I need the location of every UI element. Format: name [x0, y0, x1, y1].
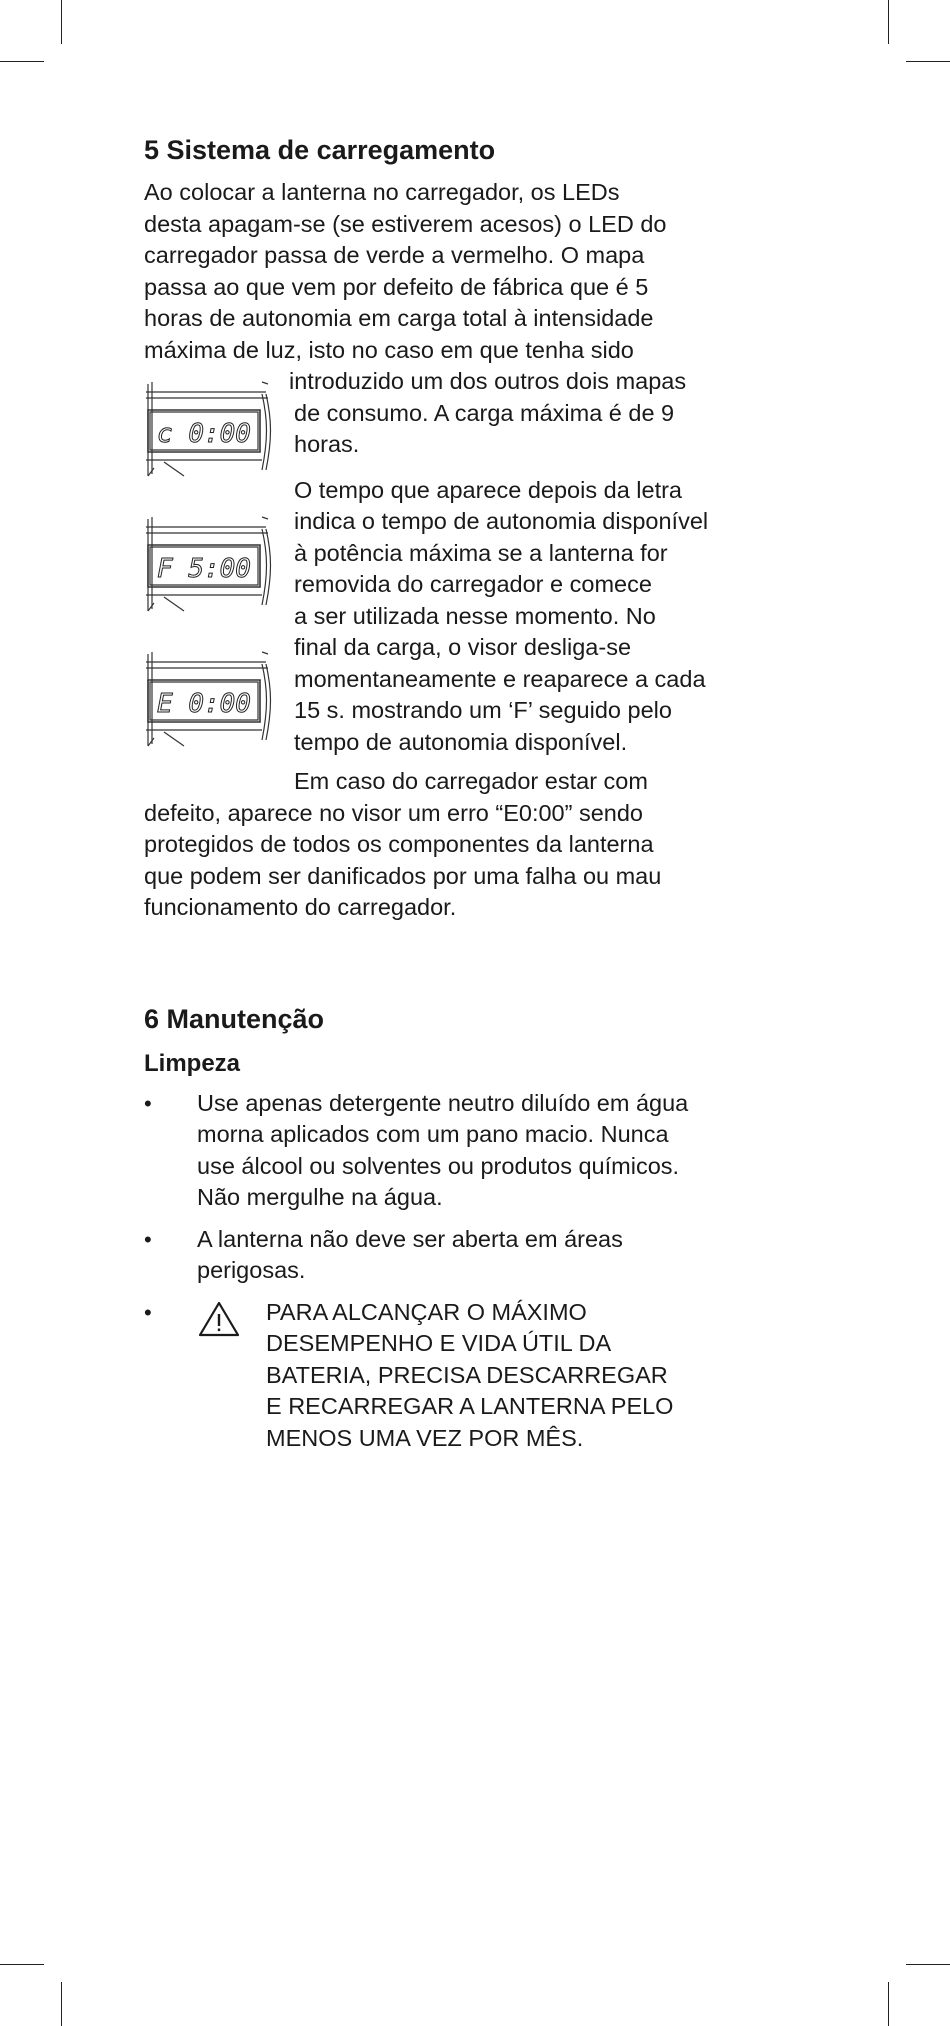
section-charging-system — [144, 133, 764, 924]
text-line: Use apenas detergente neutro diluído em água — [197, 1089, 689, 1116]
lcd-display-illustration — [144, 650, 272, 748]
text-line: funcionamento do carregador. — [144, 894, 457, 920]
text-line: perigosas. — [197, 1257, 306, 1283]
text-line: a ser utilizada nesse momento. No — [294, 602, 656, 629]
text-line: indica o tempo de autonomia disponível — [294, 508, 709, 534]
subsection-title: Limpeza — [144, 1049, 241, 1077]
text-line: à potência máxima se a lanterna for — [294, 539, 668, 566]
text-line: final da carga, o visor desliga-se — [294, 634, 632, 660]
bullet-icon: • — [144, 1226, 152, 1252]
text-line: horas. — [294, 431, 360, 457]
crop-mark — [0, 1964, 44, 1965]
list-item — [144, 1088, 764, 1214]
text-line: 15 s. mostrando um ‘F’ seguido pelo — [294, 697, 672, 723]
text-line: BATERIA, PRECISA DESCARREGAR — [266, 1361, 668, 1388]
charger-display-icon — [144, 650, 272, 748]
text-line: Ao colocar a lanterna no carregador, os LEDs — [144, 179, 620, 205]
lcd-display-illustration — [144, 515, 272, 613]
list-item-text — [197, 1088, 764, 1214]
charger-display-icon — [144, 515, 272, 613]
warning-block — [197, 1297, 764, 1455]
crop-mark — [906, 1964, 950, 1965]
text-line: horas de autonomia em carga total à intensidade — [144, 305, 654, 331]
text-line: máxima de luz, isto no caso em que tenha sido — [144, 336, 634, 363]
text-line: Não mergulhe na água. — [197, 1184, 443, 1210]
text-line: Em caso do carregador estar com — [294, 768, 648, 794]
list-item-warning — [144, 1297, 764, 1455]
section-title: 6 Manutenção — [144, 1003, 325, 1034]
text-line: passa ao que vem por defeito de fábrica que é 5 — [144, 273, 649, 300]
warning-triangle-icon — [197, 1300, 245, 1343]
paragraph-autonomy-time — [294, 475, 764, 759]
paragraph-consumption-map — [289, 366, 764, 461]
intro-paragraph — [144, 177, 764, 366]
display-illustrations-block — [144, 366, 764, 798]
crop-mark — [888, 1982, 889, 2026]
text-line: morna aplicados com um pano macio. Nunca — [197, 1121, 669, 1147]
lcd-readout: c 0:00 — [157, 419, 251, 449]
text-line: carregador passa de verde a vermelho. O mapa — [144, 242, 645, 268]
list-item-text — [197, 1224, 764, 1287]
text-line: DESEMPENHO E VIDA ÚTIL DA — [266, 1330, 612, 1356]
crop-mark — [61, 0, 62, 44]
text-line: O tempo que aparece depois da letra — [294, 476, 683, 503]
bullet-icon: • — [144, 1090, 152, 1116]
crop-mark — [888, 0, 889, 44]
text-line: momentaneamente e reaparece a cada — [294, 665, 706, 692]
charger-display-icon — [144, 380, 272, 478]
lcd-readout: F 5:00 — [157, 554, 251, 584]
crop-mark — [61, 1982, 62, 2026]
text-line: introduzido um dos outros dois mapas — [289, 368, 687, 394]
text-line: desta apagam-se (se estiverem acesos) o LED do — [144, 210, 667, 237]
document-page — [144, 133, 764, 1464]
paragraph-error-first-line — [294, 766, 764, 798]
text-line: PARA ALCANÇAR O MÁXIMO — [266, 1298, 587, 1325]
cleaning-list — [144, 1088, 764, 1455]
text-line: E RECARREGAR A LANTERNA PELO — [266, 1393, 674, 1419]
text-line: que podem ser danificados por uma falha ou mau — [144, 862, 662, 889]
text-line: A lanterna não deve ser aberta em áreas — [197, 1225, 623, 1252]
text-line: de consumo. A carga máxima é de 9 — [294, 399, 675, 426]
lcd-readout: E 0:00 — [157, 689, 251, 719]
text-line: defeito, aparece no visor um erro “E0:00” sendo — [144, 799, 643, 826]
crop-mark — [906, 61, 950, 62]
text-line: MENOS UMA VEZ POR MÊS. — [266, 1424, 584, 1451]
warning-text — [266, 1297, 673, 1455]
text-line: removida do carregador e comece — [294, 571, 652, 597]
indented-text-column — [289, 366, 764, 798]
text-line: tempo de autonomia disponível. — [294, 728, 628, 755]
text-line: protegidos de todos os componentes da lanterna — [144, 831, 654, 857]
section-title: 5 Sistema de carregamento — [144, 135, 496, 165]
text-line: use álcool ou solventes ou produtos químicos. — [197, 1152, 680, 1179]
paragraph-charger-error — [144, 798, 764, 924]
section-maintenance — [144, 1002, 764, 1455]
crop-mark — [0, 61, 44, 62]
bullet-icon: • — [144, 1299, 152, 1325]
list-item — [144, 1224, 764, 1287]
lcd-display-illustration — [144, 380, 272, 478]
